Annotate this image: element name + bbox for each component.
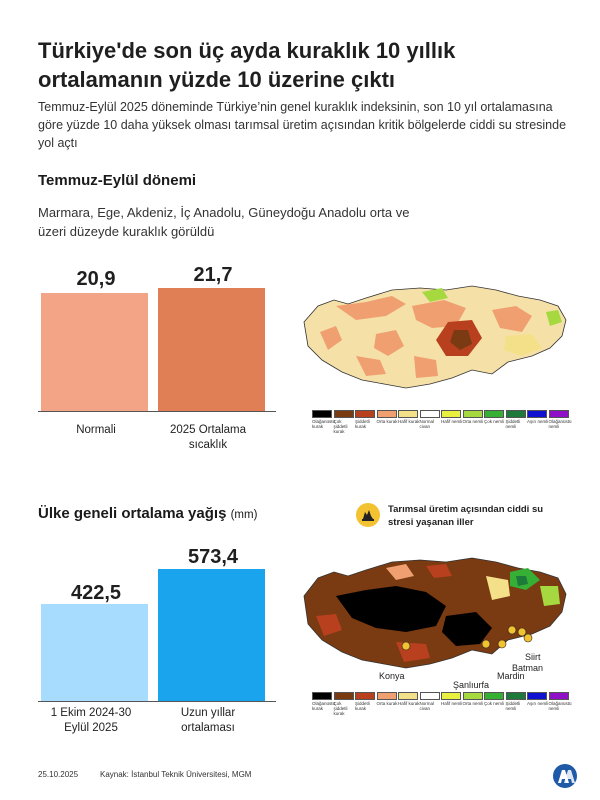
legend-label: Olağanüstü kurak [312, 419, 336, 429]
legend-item [377, 692, 399, 706]
legend-swatch [355, 410, 375, 418]
city-label-batman: Batman [512, 663, 544, 673]
footer-date: 25.10.2025 [38, 770, 79, 779]
legend-label: Çok nemli [484, 701, 505, 706]
legend-swatch [463, 692, 483, 700]
legend-swatch [441, 410, 461, 418]
legend-label: Hafif nemli [441, 701, 463, 706]
legend-item [377, 410, 399, 424]
bar-2025-average [158, 288, 265, 411]
legend-label: Şiddetli kurak [355, 419, 370, 429]
legend-swatch [312, 692, 332, 700]
page-title: Türkiye'de son üç ayda kuraklık 10 yıllık ortalamanın yüzde 10 üzerine çıktı [38, 38, 456, 92]
legend-label: Orta kurak [376, 701, 398, 706]
legend-item [441, 410, 463, 424]
legend-swatch [506, 692, 526, 700]
page-subtitle: Temmuz-Eylül 2025 döneminde Türkiye’nin genel kuraklık indeksinin, son 10 yıl ortalamasına göre yüzde 10 daha yüksek olması tarımsal üretim açısından kritik bölgelerde ciddi su stresinde yol açtı [38, 100, 567, 150]
bar-2024-2025 [41, 604, 148, 701]
legend-swatch [527, 410, 547, 418]
legend-swatch [506, 410, 526, 418]
legend-label: Aşırı nemli [527, 701, 549, 706]
legend-label: Olağanüstü nemli [548, 419, 572, 429]
legend-item [484, 692, 506, 706]
legend-item [312, 410, 334, 429]
legend-item [312, 692, 334, 711]
legend-swatch [334, 410, 354, 418]
legend-item [549, 692, 571, 711]
city-label-sanliurfa: Şanlıurfa [453, 680, 490, 690]
legend-item [549, 410, 571, 429]
drought-map-temperature [296, 276, 572, 402]
drought-regions-text: Marmara, Ege, Akdeniz, İç Anadolu, Güneydoğu Anadolu orta ve üzeri düzeyde kuraklık görüldü [38, 205, 410, 239]
legend-label: Şiddetli kurak [355, 701, 370, 711]
chart-baseline-2 [38, 701, 276, 702]
legend-swatch [377, 410, 397, 418]
legend-label: Hafif kurak [398, 419, 420, 424]
water-stress-icon [356, 503, 380, 527]
water-stress-text: Tarımsal üretim açısından ciddi su stresi yaşanan iller [388, 504, 544, 528]
legend-swatch [312, 410, 332, 418]
legend-label: Aşırı nemli [527, 419, 549, 424]
city-label-siirt: Siirt [525, 652, 541, 662]
aa-logo-icon [552, 763, 578, 789]
legend-label: Çok nemli [484, 419, 505, 424]
legend-item [355, 692, 377, 711]
legend-swatch [484, 692, 504, 700]
section-title-unit: (mm) [230, 509, 258, 521]
legend-label: Şiddetli nemli [505, 701, 521, 711]
legend-label: Şiddetli nemli [505, 419, 521, 429]
bar-normal [41, 293, 148, 411]
legend-item [527, 410, 549, 424]
legend-label: Olağanüstü nemli [548, 701, 572, 711]
bar-long-term-average [158, 569, 265, 701]
legend-item [398, 410, 420, 424]
legend-label: Normal civarı [419, 701, 435, 711]
legend-label: Orta kurak [376, 419, 398, 424]
value-label-2024-2025: 422,5 [70, 582, 122, 604]
legend-swatch [420, 410, 440, 418]
legend-swatch [441, 692, 461, 700]
legend-item [355, 410, 377, 429]
legend-swatch [484, 410, 504, 418]
legend-item [420, 692, 442, 711]
city-label-konya: Konya [379, 671, 405, 681]
legend-item [420, 410, 442, 429]
legend-label: Orta nemli [462, 419, 484, 424]
legend-item [463, 410, 485, 424]
category-label-2025: 2025 Ortalama sıcaklık [169, 424, 247, 451]
category-label-long-term: Uzun yıllar ortalaması [180, 707, 236, 734]
footer-source: Kaynak: İstanbul Teknik Üniversitesi, MGM [100, 770, 252, 779]
legend-label: Çok şiddetli kurak [333, 701, 348, 716]
legend-item [463, 692, 485, 706]
section-title-text: Ülke geneli ortalama yağış [38, 505, 227, 522]
legend-label: Hafif kurak [398, 701, 420, 706]
city-label-mardin: Mardin [497, 671, 525, 681]
legend-swatch [549, 410, 569, 418]
value-label-long-term: 573,4 [187, 546, 239, 568]
legend-item [334, 410, 356, 434]
legend-swatch [463, 410, 483, 418]
legend-swatch [549, 692, 569, 700]
legend-swatch [398, 692, 418, 700]
legend-item [506, 410, 528, 429]
value-label-2025: 21,7 [193, 264, 233, 286]
legend-swatch [398, 410, 418, 418]
legend-swatch [420, 692, 440, 700]
legend-item [527, 692, 549, 706]
category-label-2024-2025: 1 Ekim 2024-30 Eylül 2025 [50, 707, 132, 734]
section-title-precipitation [38, 505, 257, 522]
legend-item [506, 692, 528, 711]
legend-swatch [377, 692, 397, 700]
section-title-temperature: Temmuz-Eylül dönemi [38, 172, 197, 189]
legend-label: Orta nemli [462, 701, 484, 706]
legend-item [441, 692, 463, 706]
category-label-normal: Normali [76, 424, 116, 436]
legend-item [398, 692, 420, 706]
legend-label: Normal civarı [419, 419, 435, 429]
value-label-normal: 20,9 [76, 268, 116, 290]
legend-label: Hafif nemli [441, 419, 463, 424]
legend-swatch [527, 692, 547, 700]
chart-baseline [38, 411, 276, 412]
legend-item [334, 692, 356, 716]
legend-swatch [334, 692, 354, 700]
legend-item [484, 410, 506, 424]
legend-label: Çok şiddetli kurak [333, 419, 348, 434]
legend-label: Olağanüstü kurak [312, 701, 336, 711]
legend-swatch [355, 692, 375, 700]
